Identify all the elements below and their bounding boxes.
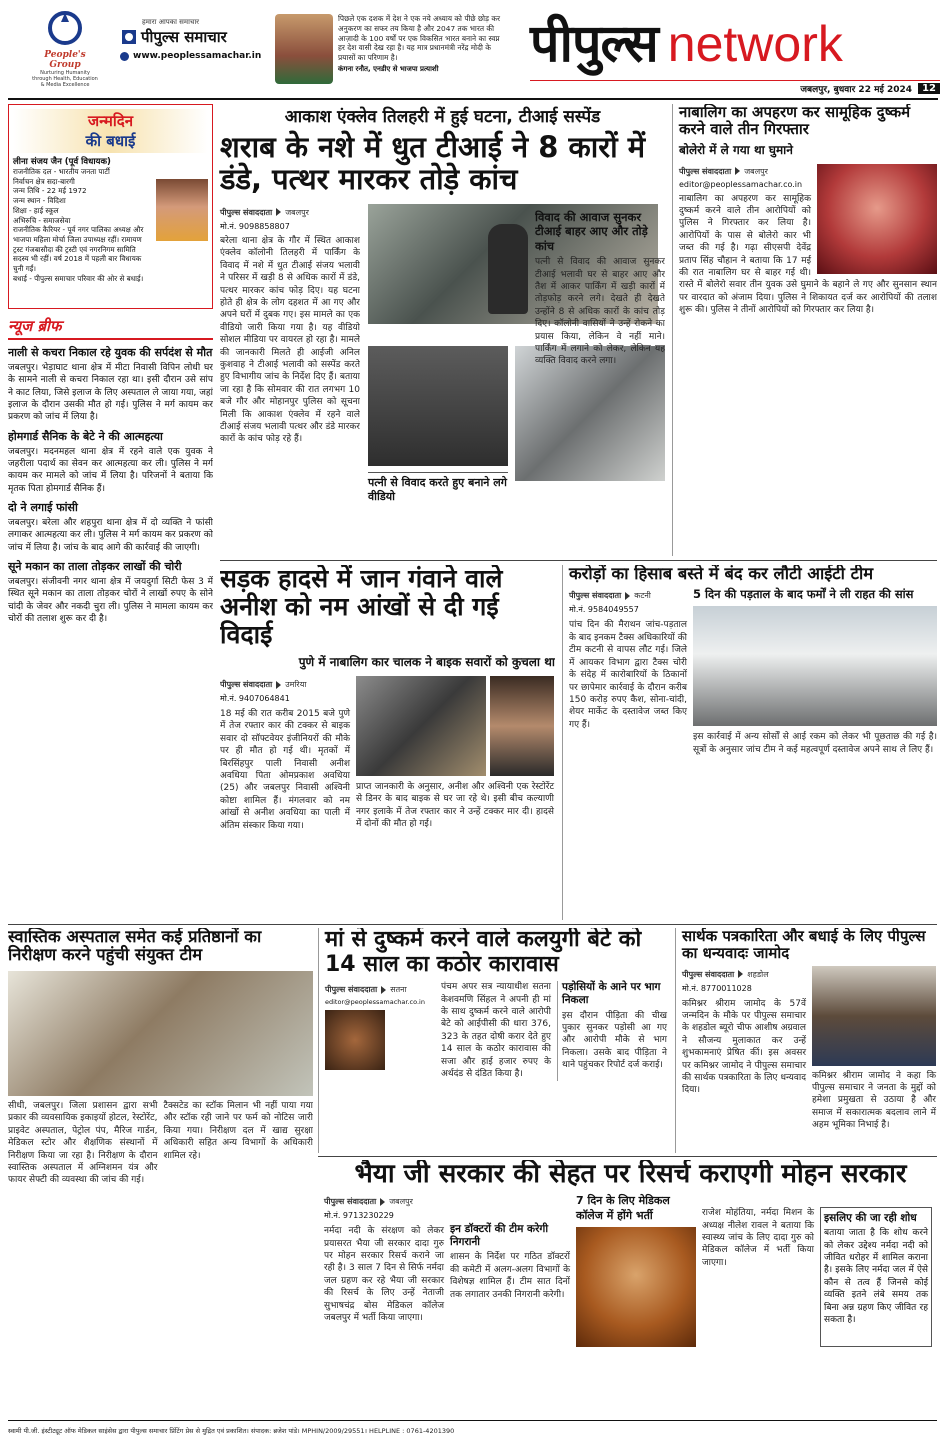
- accident-mobile: मो.नं. 9407064841: [220, 694, 290, 703]
- birthday-detail-line: राजनीतिक दल - भारतीय जनता पार्टी: [13, 167, 110, 176]
- it-body-2: इस कार्रवाई में अन्य सोर्सों से आई रकम को लेकर भी पूछताछ की गई है। सूत्रों के अनुसार जांच टीम ने कई महत्वपूर्ण दस्तावेज अपने साथ ले लिए हैं।: [693, 732, 937, 755]
- research-photo-guru: [576, 1227, 696, 1347]
- court-headline: मां से दुष्कर्म करने वाले कलयुगी बेटे को 14 साल का कठोर कारावास: [325, 928, 642, 977]
- brief-text: जबलपुर। बरेला और शहपुरा थाना क्षेत्र में दो व्यक्ति ने फांसी लगाकर आत्महत्या कर ली। पुलिस ने मर्ग कायम कर प्रकरण को जांच में लिया है। जांच के बाद आगे की कार्रवाई की जाएगी।: [8, 517, 213, 553]
- research-body-2: राजेश मोहंतिया, नर्मदा मिशन के अध्यक्ष नीलेश रावल ने बताया कि स्वास्थ्य जांच के लिए दादा गुरु को मेडिकल कॉलेज में भर्ती किया जाएगा।: [702, 1208, 814, 1268]
- title-hindi: पीपुल्स: [530, 14, 658, 74]
- kidnap-story: [672, 104, 937, 556]
- birthday-detail-line: बधाई - पीपुल्स समाचार परिवार की ओर से बधाई।: [13, 273, 144, 283]
- it-photo-cars: [693, 606, 937, 726]
- dateline: जबलपुर, बुधवार 22 मई 2024: [800, 85, 913, 95]
- research-story: [318, 1160, 937, 1415]
- accident-byline: [220, 679, 350, 690]
- research-byline-label: पीपुल्स संवाददाता: [324, 1197, 377, 1207]
- journalism-byline: [682, 969, 806, 980]
- research-byline: [324, 1196, 444, 1207]
- it-subhead: 5 दिन की पड़ताल के बाद फर्मों ने ली राहत की सांस: [693, 587, 914, 602]
- journalism-mobile: मो.नं. 8770011028: [682, 983, 752, 993]
- birthday-detail-line: राजनीतिक कैरियर - पूर्व नगर पालिका अध्यक्ष और भाजपा महिला मोर्चा जिला उपाध्यक्ष रहीं। रामायण ट्रस्ट गंजबासौदा की ट्रस्टी एवं नगरनिगम सामिति सदस्य भी रहीं। वर्ष 2018 में पहली बार विधायक चुनी गईं।: [13, 225, 144, 274]
- court-gavel-photo: [325, 1010, 385, 1070]
- lead-photo-car: [368, 346, 508, 466]
- brief-headline: सूने मकान का ताला तोड़कर लाखों की चोरी: [8, 560, 182, 574]
- group-name: People's Group: [44, 50, 86, 70]
- promo-credit: कंगना रनौत, एनडीए से भाजपा प्रत्याशी: [338, 64, 439, 73]
- it-city: कटनी: [634, 591, 651, 601]
- swastik-story: [8, 928, 313, 1413]
- news-brief-column: [8, 316, 213, 922]
- research-side-head: इन डॉक्टरों की टीम करेगी निगरानी: [450, 1223, 549, 1249]
- lead-side-head: विवाद की आवाज सुनकर टीआई बाहर आए और तोड़े कांच: [535, 210, 648, 253]
- birthday-name: लीना संजय जैन (पूर्व विधायक): [13, 157, 111, 167]
- brief-headline: दो ने लगाई फांसी: [8, 501, 78, 515]
- brief-text: जबलपुर। मदनमहल थाना क्षेत्र में रहने वाले एक युवक ने जहरीला पदार्थ का सेवन कर आत्महत्या कर ली। पुलिस ने मर्ग कायम कर मामले को जांच में लिया है। परिजनों ने बताया कि मृतक पिता होमगार्ड सैनिक हैं।: [8, 446, 213, 494]
- promo-portrait: [275, 14, 333, 84]
- journalism-byline-label: पीपुल्स संवाददाता: [682, 969, 735, 979]
- lead-mobile: मो.नं. 9098858807: [220, 221, 290, 231]
- it-byline-label: पीपुल्स संवाददाता: [569, 591, 622, 601]
- research-side-text: शासन के निर्देश पर गठित डॉक्टरों की कमेटी में अलग-अलग विभागों के विशेषज्ञ शामिल हैं। टीम सात दिनों तक लगातार उनकी निगरानी करेगी।: [450, 1252, 570, 1300]
- journalism-photo: [812, 966, 936, 1066]
- journalism-body: कमिश्नर श्रीराम जामोद के 57वें जन्मदिन के मौके पर पीपुल्स समाचार के शहडोल ब्यूरो चीफ आशीष अग्रवाल ने सौजन्य मुलाकात कर उन्हें शुभकामनाएं प्रेषित कीं। इस अवसर पर कमिश्नर जामोद ने पीपुल्स समाचार की सार्थक पत्रकारिता के लिए धन्यवाद दिया।: [682, 998, 806, 1096]
- masthead: [0, 0, 945, 100]
- birthday-detail-line: शिक्षा - हाई स्कूल: [13, 205, 59, 215]
- kidnap-body: नाबालिग का अपहरण कर सामूहिक दुष्कर्म करने वाले तीन आरोपियों को पुलिस ने गिरफ्तार कर लिया है। आरोपियों के पास से बोलेरो कार भी जब्त की गई है। गढ़ा सीएसपी देवेंद्र प्रताप सिंह चौहान ने बताया कि 17 मई की रात नाबालिग घर से बाहर गई थी। रास्ते में बोलेरो सवार तीन युवक उसे घुमाने के बहाने ले गए और सुनसान स्थान पर वारदात को अंजाम दिया। पुलिस ने शिकायत दर्ज कर आरोपियों की तलाश शुरू की। पुलिस ने तीनों आरोपियों को गिरफ्तार कर लिया है।: [679, 193, 937, 316]
- title-english: network: [667, 16, 843, 72]
- kidnap-illustration: [817, 164, 937, 274]
- lead-headline: शराब के नशे में धुत टीआई ने 8 कारों में डंडे, पत्थर मारकर तोड़े कांच: [220, 130, 646, 197]
- it-body: पांच दिन की मैराथन जांच-पड़ताल के बाद इनकम टैक्स अधिकारियों की टीम कटनी से वापस लौट गई। जिले में आयकर विभाग द्वारा टैक्स चोरी के संदेह में कारोबारियों के ठिकानों पर छापेमार कार्रवाई के दौरान करीब 150 करोड़ रुपए कैश, सोना-चांदी, शेयर मार्केट के दस्तावेज जब्त किए गए हैं।: [569, 620, 687, 730]
- brief-text: जबलपुर। संजीवनी नगर थाना क्षेत्र में जयदुर्गा सिटी फेस 3 में स्थित सूने मकान का ताला तोड़कर चोरों ने लाखों रुपए के सोने चांदी के जेवर और नकदी चुरा ली। पुलिस ने मामला कायम कर चोरों की तलाश शुरू कर दी है।: [8, 576, 213, 625]
- dateline-bar: [530, 80, 940, 96]
- promo-quote: [338, 14, 508, 74]
- accident-story: [220, 565, 555, 920]
- kidnap-byline: [679, 166, 811, 177]
- birthday-detail-line: निर्वाचन क्षेत्र सदा-बारगी: [13, 176, 75, 186]
- lead-byline-label: पीपुल्स संवाददाता: [220, 207, 273, 217]
- accident-subhead: पुणे में नाबालिग कार चालक ने बाइक सवारों को कुचला था: [298, 655, 555, 669]
- lead-col2: [368, 346, 508, 466]
- brand-name: पीपुल्स समाचार: [141, 28, 227, 46]
- kidnap-byline-label: पीपुल्स संवाददाता: [679, 166, 732, 176]
- group-tagline: Nurturing Humanity through Health, Education & Media Excellence: [32, 70, 98, 88]
- court-byline: [325, 984, 435, 995]
- court-side-text: इस दौरान पीड़िता की चीख पुकार सुनकर पड़ोसी आ गए और आरोपी मौके से भाग निकला। उसके बाद पीड़िता ने थाने पहुंचकर रिपोर्ट दर्ज कराई।: [562, 1010, 667, 1071]
- lead-kicker: आकाश एंक्लेव तिलहरी में हुई घटना, टीआई सस्पेंड: [284, 107, 601, 127]
- journalism-headline: सार्थक पत्रकारिता और बधाई के लिए पीपुल्स का धन्यवादः जामोद: [682, 928, 926, 962]
- research-city: जबलपुर: [389, 1197, 413, 1207]
- swastik-body: सीधी, जबलपुर। जिला प्रशासन द्वारा सभी प्रकार की व्यवसायिक इकाइयों होटल, रेस्टोरेंट, प्राइवेट अस्पताल, पेट्रोल पंप, मैरिज गार्डन, मेडिकल स्टोर और शैक्षणिक संस्थानों में निरीक्षण किया जा रहा है। निरीक्षण के दौरान स्वास्तिक अस्पताल में अग्निशमन यंत्र और फायर सेफ्टी की व्यवस्था की जांच की गई।: [8, 1100, 158, 1186]
- research-body: नर्मदा नदी के संरक्षण को लेकर प्रयासरत भैया जी सरकार दादा गुरु पर मोहन सरकार रिसर्च कराने जा रही है। 3 साल 7 दिन से सिर्फ नर्मदा जल ग्रहण कर रहे भैया जी सरकार की रिसर्च के लिए उन्हें नेताजी सुभाषचंद्र बोस मेडिकल कॉलेज जबलपुर में भर्ती किया जाएगा।: [324, 1226, 444, 1323]
- logo-tag: हमारा आपका समाचार: [142, 18, 200, 26]
- court-city: सतना: [390, 985, 407, 995]
- it-byline: [569, 590, 687, 601]
- research-headline: भैया जी सरकार की सेहत पर रिसर्च कराएगी मोहन सरकार: [354, 1160, 907, 1189]
- birthday-details: [13, 167, 152, 284]
- footer-imprint: स्वामी पी.जी. इंस्टीट्यूट ऑफ मेडिकल साइंसेस द्वारा पीपुल्स समाचार प्रिंटिंग प्रेस से मुद्रित एवं प्रकाशित। संपादक: ब्रजेश पांडे। MPHIN/2009/29551। HELPLINE : 0761-4201390: [8, 1427, 455, 1435]
- lead-body: बरेला थाना क्षेत्र के गौर में स्थित आकाश एंक्लेव कॉलोनी तिलहरी में पार्किंग के विवाद में नशे में धुत टीआई संजय भलावी ने परिसर में खड़ी 8 से अधिक कारों में डंडे, पत्थर मारकर कांच फोड़ दिए। यह घटना होते ही क्षेत्र के लोग दहशत में आ गए और अपने घरों में दुबक गए। इस मामले का एक वीडियो जारी किया गया है। यह वीडियो सोशल मीडिया पर वायरल हो रहा है। मामले की जानकारी मिलते ही आईजी अनिल कुशवाह ने टीआई भलावी को सस्पेंड करते हुए विभागीय जांच के निर्देश दिए हैं। बताया जा रहा है कि सोमवार की रात लगभग 10 बजे गौर और मोहानपुर पुलिस को सूचना मिली कि आकाश एंक्लेव में रहने वाले टीआई संजय भलावी पत्थर और डंडे मारकर कारों के कांच फोड़ रहे हैं।: [220, 235, 360, 445]
- brand-mark-icon: [120, 28, 138, 46]
- brief-headline: होमगार्ड सैनिक के बेटे ने की आत्महत्या: [8, 429, 163, 443]
- accident-byline-label: पीपुल्स संवाददाता: [220, 680, 273, 689]
- court-body: पंचम अपर सत्र न्यायाधीश सतना केशवमणि सिंहल ने अपनी ही मां के साथ दुष्कर्म करने वाले आरोपी बेटे को आईपीसी की धारा 376, 323 के तहत दोषी करार देते हुए 14 साल के कठोर कारावास की सजा और हाई हजार रुपए के अर्थदंड से दंडित किया है।: [441, 982, 551, 1080]
- news-brief-label: न्यूज ब्रीफ: [8, 317, 62, 335]
- kidnap-email: editor@peoplessamachar.co.in: [679, 179, 803, 189]
- swastik-photo-inspection: [8, 971, 313, 1096]
- court-byline-label: पीपुल्स संवाददाता: [325, 985, 378, 995]
- swastik-headline: स्वास्तिक अस्पताल समेत कई प्रतिष्ठानों का निरीक्षण करने पहुंची संयुक्त टीम: [8, 928, 262, 965]
- accident-city: उमरिया: [285, 680, 307, 689]
- accident-body-2: प्राप्त जानकारी के अनुसार, अनीश और अश्विनी एक रेस्टोरेंट से डिनर के बाद बाइक से घर जा रहे थे। इसी बीच कल्याणी नगर इलाके में तेज रफ्तार कार ने उन्हें टक्कर मार दी। हादसे में दोनों की मौत हो गई।: [356, 782, 554, 830]
- research-mobile: मो.नं. 9713230229: [324, 1211, 394, 1221]
- brief-headline: नाली से कचरा निकाल रहे युवक की सर्पदंश से मौत: [8, 346, 213, 359]
- swastik-body-2: टैक्सटेड का स्टॉक मिलान भी नहीं पाया गया और स्टॉक रही जाने पर फर्म को नोटिस जारी किया गया। निरीक्षण दल में खाद्य सुरक्षा अधिकारी सहित अन्य विभागों के अधिकारी शामिल रहे।: [163, 1100, 313, 1161]
- court-story: [318, 928, 668, 1153]
- research-box: [820, 1207, 932, 1347]
- news-brief-list: [8, 346, 213, 626]
- globe-icon: [120, 52, 129, 61]
- court-side-head: पड़ोसियों के आने पर भाग निकला: [562, 981, 661, 1007]
- birthday-title-1: जन्मदिन: [87, 112, 134, 130]
- lead-subhead: पत्नी से विवाद करते हुए बनाने लगे वीडियो: [368, 472, 508, 504]
- research-box-text: बताया जाता है कि शोध करने को लेकर उद्देश्य नर्मदा नदी को जीवित धरोहर में शामिल कराना है। इसके लिए नर्मदा जल में ऐसे कौन से तत्व हैं जिनसे कोई व्यक्ति इतने लंबे समय तक बिना अन्न ग्रहण किए जीवित रह सकता है।: [824, 1228, 928, 1325]
- journalism-city: शहडोल: [747, 969, 769, 979]
- kidnap-subhead: बोलेरो में ले गया था घुमाने: [679, 142, 793, 157]
- birthday-detail-line: जन्म तिथि - 22 मई 1972: [13, 186, 87, 196]
- peoples-group-logo: [30, 10, 100, 100]
- lead-byline: [220, 207, 360, 218]
- accident-photo-bike: [356, 676, 486, 776]
- brand-block: [120, 18, 270, 61]
- court-email: editor@peoplessamachar.co.in: [325, 998, 425, 1007]
- lead-sidebar: [535, 210, 665, 555]
- it-headline: करोड़ों का हिसाब बस्ते में बंद कर लौटी आईटी टीम: [569, 565, 874, 583]
- kidnap-headline: नाबालिग का अपहरण कर सामूहिक दुष्कर्म करने वाले तीन गिरफ्तार: [679, 104, 911, 138]
- peoples-group-emblem-icon: [45, 10, 85, 46]
- lead-side-text: पत्नी से विवाद की आवाज सुनकर टीआई भलावी घर से बाहर आए और तैश में आकर पार्किंग में खड़ी कारों में तोड़फोड़ करने लगे। देखते ही देखते उन्होंने 8 से अधिक कारों के कांच तोड़ दिए। कॉलोनी वासियों ने उन्हें रोकने का प्रयास किया, लेकिन वे नहीं माने। पार्किंग में लगाने को लेकर, लेकिन यह व्यक्ति विवाद करने लगा।: [535, 257, 665, 367]
- it-mobile: मो.नं. 9584049557: [569, 605, 639, 615]
- accident-photo-victim: [490, 676, 554, 776]
- research-subhead: 7 दिन के लिए मेडिकल कॉलेज में होंगे भर्ती: [576, 1194, 670, 1223]
- journalism-body-2: कमिश्नर श्रीराम जामोद ने कहा कि पीपुल्स समाचार ने जनता के मुद्दों को हमेशा प्रमुखता से उठाया है और समाज में सकारात्मक बदलाव लाने में अहम भूमिका निभाई है।: [812, 1070, 936, 1131]
- birthday-detail-line: अभिरुचि - समाजसेवा: [13, 215, 71, 225]
- section-title: [530, 6, 940, 76]
- accident-body: 18 मई की रात करीब 2015 बजे पुणे में तेज रफ्तार कार की टक्कर से बाइक सवार दो सॉफ्टवेयर इंजीनियरों की मौके पर ही मौत हो गई थी। मृतकों में बिरसिंहपुर पाली निवासी अनीश अवधिया पिता ओमप्रकाश अवधिया (25) और जबलपुर निवासी अश्विनी कोष्टा शामिल हैं। मंगलवार को नम आंखों से अनीश अवधिया का पाली में अंतिम संस्कार किया गया।: [220, 709, 350, 831]
- lead-city: जबलपुर: [285, 207, 309, 217]
- promo-text: पिछले एक दशक में देश ने एक नये अध्याय को पीछे छोड़ कर अनुकरण का सफर तय किया है और 2047 तक भारत की आज़ादी के 100 वर्षों पर एक विकसित भारत बनाने का स्वप्न हर देश वासी देख रहा है। यह मात्र प्रधानमंत्री नरेंद्र मोदी के प्रयासों का परिणाम है।: [338, 14, 501, 63]
- birthday-title-2: की बधाई: [85, 132, 136, 150]
- page-number: 12: [918, 83, 940, 94]
- it-story: [562, 565, 937, 920]
- birthday-portrait: [156, 179, 208, 241]
- birthday-detail-line: जन्म स्थान - विदिशा: [13, 196, 66, 206]
- website-link[interactable]: www.peoplessamachar.in: [133, 51, 262, 61]
- accident-headline: सड़क हादसे में जान गंवाने वाले अनीश को नम आंखों से दी गई विदाई: [220, 565, 503, 649]
- birthday-box: [8, 104, 213, 309]
- brief-text: जबलपुर। भेड़ाघाट थाना क्षेत्र में मीटा निवासी विपिन लोधी घर के सामने नाली से कचरा निकाल रहा था। इसी दौरान उसे सांप ने काट लिया, जिसे इलाज के लिए अस्पताल ले जाया गया, जहां इलाज के दौरान उसकी मौत हो गई। पुलिस ने मर्ग कायम कर प्रकरण को जांच में लिया है।: [8, 362, 213, 423]
- kidnap-city: जबलपुर: [744, 166, 768, 176]
- research-box-head: इसलिए की जा रही शोध: [824, 1212, 917, 1225]
- journalism-story: [675, 928, 937, 1153]
- footer: [8, 1420, 937, 1440]
